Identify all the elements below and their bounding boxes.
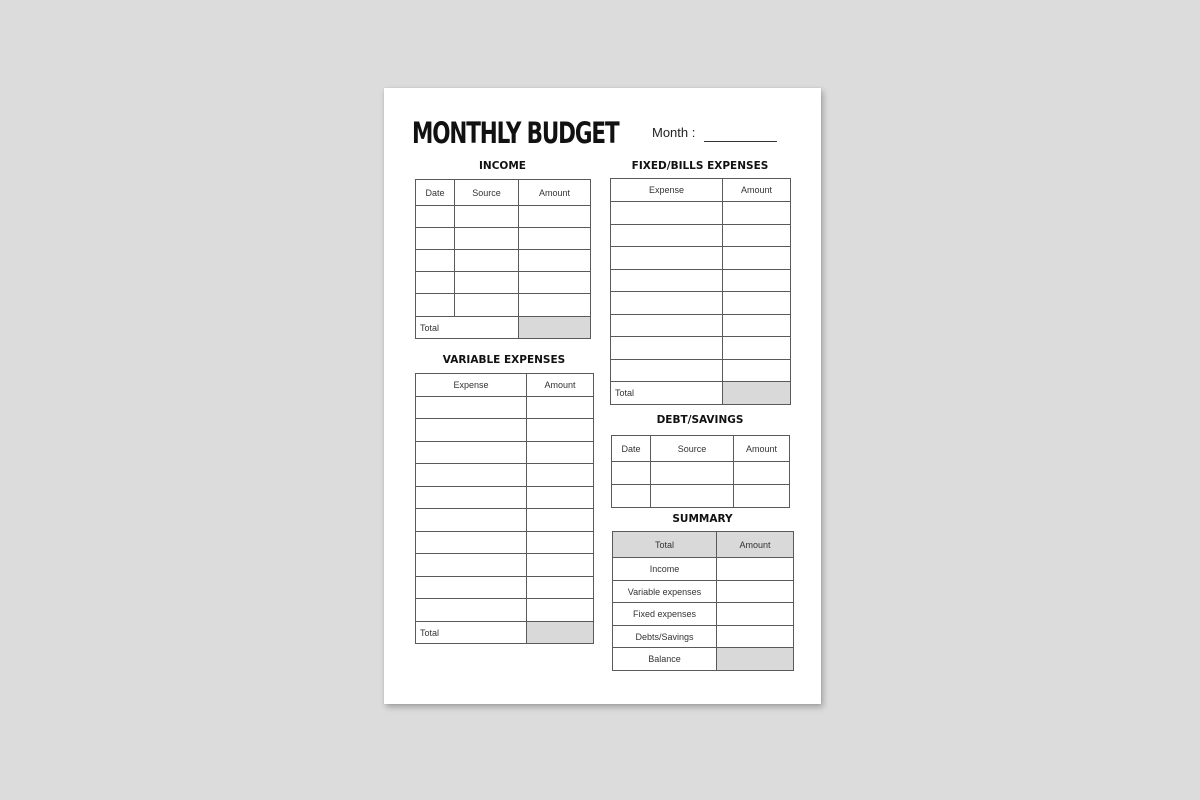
- table-row: [611, 315, 791, 337]
- debt-col-amount: Amount: [734, 436, 790, 462]
- variable-cell[interactable]: [527, 442, 594, 464]
- summary-amount-cell[interactable]: [717, 626, 794, 648]
- income-cell[interactable]: [416, 294, 455, 317]
- fixed-cell[interactable]: [611, 315, 723, 337]
- debt-col-date: Date: [612, 436, 651, 462]
- table-row: [416, 397, 594, 419]
- debt-col-source: Source: [651, 436, 734, 462]
- summary-row-balance: Balance: [613, 648, 717, 671]
- debt-heading: DEBT/SAVINGS: [656, 414, 744, 426]
- fixed-heading: FIXED/BILLS EXPENSES: [631, 160, 769, 172]
- variable-cell[interactable]: [527, 487, 594, 509]
- summary-row-variable: Variable expenses: [613, 581, 717, 603]
- table-row: [416, 272, 591, 294]
- summary-amount-cell[interactable]: [717, 558, 794, 581]
- summary-balance-cell[interactable]: [717, 648, 794, 671]
- fixed-cell[interactable]: [723, 270, 791, 292]
- fixed-total-cell[interactable]: [723, 382, 791, 405]
- table-row: [416, 250, 591, 272]
- variable-col-expense: Expense: [416, 374, 527, 397]
- variable-cell[interactable]: [416, 554, 527, 577]
- table-row: [612, 485, 790, 508]
- variable-cell[interactable]: [527, 577, 594, 599]
- debt-cell[interactable]: [612, 485, 651, 508]
- income-cell[interactable]: [416, 250, 455, 272]
- income-cell[interactable]: [455, 206, 519, 228]
- table-row: [416, 228, 591, 250]
- table-row: [416, 599, 594, 622]
- variable-cell[interactable]: [527, 554, 594, 577]
- variable-cell[interactable]: [416, 419, 527, 442]
- debt-cell[interactable]: [734, 485, 790, 508]
- summary-row-debts: Debts/Savings: [613, 626, 717, 648]
- table-row: [611, 360, 791, 382]
- month-field[interactable]: [704, 141, 777, 142]
- table-row: [613, 648, 794, 671]
- income-cell[interactable]: [519, 250, 591, 272]
- variable-cell[interactable]: [416, 397, 527, 419]
- income-cell[interactable]: [455, 250, 519, 272]
- summary-col-total: Total: [613, 532, 717, 558]
- variable-total-cell[interactable]: [527, 622, 594, 644]
- fixed-cell[interactable]: [611, 247, 723, 270]
- summary-row-fixed: Fixed expenses: [613, 603, 717, 626]
- budget-sheet: [384, 88, 821, 704]
- table-row: [611, 337, 791, 360]
- income-cell[interactable]: [519, 294, 591, 317]
- table-row: [416, 554, 594, 577]
- summary-col-amount: Amount: [717, 532, 794, 558]
- table-row: [611, 270, 791, 292]
- month-label: Month :: [652, 125, 696, 140]
- fixed-cell[interactable]: [723, 292, 791, 315]
- page-title: MONTHLY BUDGET: [412, 116, 619, 150]
- income-cell[interactable]: [416, 206, 455, 228]
- table-row: [416, 206, 591, 228]
- income-heading: INCOME: [479, 160, 526, 172]
- fixed-cell[interactable]: [611, 337, 723, 360]
- summary-row-income: Income: [613, 558, 717, 581]
- variable-table: [415, 373, 594, 644]
- debt-cell[interactable]: [734, 462, 790, 485]
- income-cell[interactable]: [416, 228, 455, 250]
- income-cell[interactable]: [519, 206, 591, 228]
- fixed-total-label: Total: [611, 382, 723, 405]
- income-total-cell[interactable]: [519, 317, 591, 339]
- fixed-cell[interactable]: [611, 292, 723, 315]
- debt-cell[interactable]: [612, 462, 651, 485]
- income-table: [415, 179, 591, 339]
- variable-cell[interactable]: [527, 599, 594, 622]
- fixed-cell[interactable]: [723, 225, 791, 247]
- fixed-col-expense: Expense: [611, 179, 723, 202]
- variable-cell[interactable]: [416, 464, 527, 487]
- variable-cell[interactable]: [416, 487, 527, 509]
- summary-heading: SUMMARY: [672, 513, 733, 525]
- debt-table: [611, 435, 790, 508]
- debt-cell[interactable]: [651, 462, 734, 485]
- table-row: [416, 532, 594, 554]
- fixed-table: [610, 178, 791, 405]
- table-row: [416, 577, 594, 599]
- income-cell[interactable]: [519, 228, 591, 250]
- table-row: [416, 419, 594, 442]
- summary-table: [612, 531, 794, 671]
- income-cell[interactable]: [455, 272, 519, 294]
- table-row: [416, 487, 594, 509]
- income-col-source: Source: [455, 180, 519, 206]
- summary-amount-cell[interactable]: [717, 603, 794, 626]
- income-total-label: Total: [416, 317, 519, 339]
- fixed-cell[interactable]: [723, 360, 791, 382]
- variable-col-amount: Amount: [527, 374, 594, 397]
- table-row: [611, 225, 791, 247]
- fixed-cell[interactable]: [723, 247, 791, 270]
- income-cell[interactable]: [455, 294, 519, 317]
- table-row: [613, 581, 794, 603]
- fixed-cell[interactable]: [611, 225, 723, 247]
- table-row: [416, 442, 594, 464]
- table-row: [613, 626, 794, 648]
- income-cell[interactable]: [519, 272, 591, 294]
- fixed-cell[interactable]: [723, 315, 791, 337]
- variable-cell[interactable]: [416, 577, 527, 599]
- variable-total-label: Total: [416, 622, 527, 644]
- fixed-cell[interactable]: [723, 202, 791, 225]
- variable-cell[interactable]: [416, 532, 527, 554]
- variable-cell[interactable]: [527, 532, 594, 554]
- fixed-cell[interactable]: [723, 337, 791, 360]
- table-row: [416, 464, 594, 487]
- variable-cell[interactable]: [527, 509, 594, 532]
- variable-heading: VARIABLE EXPENSES: [442, 354, 566, 366]
- fixed-cell[interactable]: [611, 270, 723, 292]
- table-row: [611, 247, 791, 270]
- table-row: [416, 509, 594, 532]
- variable-cell[interactable]: [416, 599, 527, 622]
- table-row: [613, 558, 794, 581]
- variable-cell[interactable]: [527, 419, 594, 442]
- table-row: [611, 292, 791, 315]
- variable-cell[interactable]: [527, 397, 594, 419]
- variable-cell[interactable]: [527, 464, 594, 487]
- table-row: [416, 294, 591, 317]
- variable-cell[interactable]: [416, 509, 527, 532]
- table-row: [612, 462, 790, 485]
- fixed-cell[interactable]: [611, 360, 723, 382]
- table-row: [611, 202, 791, 225]
- fixed-cell[interactable]: [611, 202, 723, 225]
- income-col-date: Date: [416, 180, 455, 206]
- table-row: [613, 603, 794, 626]
- fixed-col-amount: Amount: [723, 179, 791, 202]
- income-cell[interactable]: [455, 228, 519, 250]
- income-cell[interactable]: [416, 272, 455, 294]
- debt-cell[interactable]: [651, 485, 734, 508]
- variable-cell[interactable]: [416, 442, 527, 464]
- income-col-amount: Amount: [519, 180, 591, 206]
- summary-amount-cell[interactable]: [717, 581, 794, 603]
